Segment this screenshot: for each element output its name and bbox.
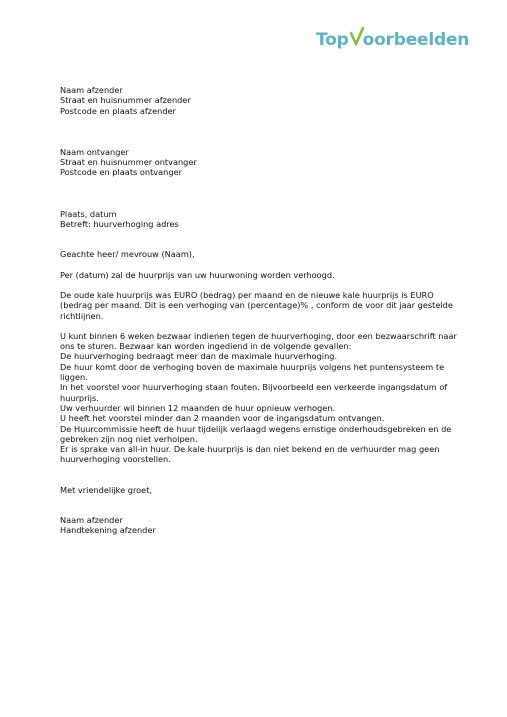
closing: Met vriendelijke groet,	[60, 484, 153, 495]
signature-block	[60, 515, 460, 536]
recipient-postcode: Postcode en plaats ontvanger	[60, 167, 182, 178]
place-date: Plaats, datum	[60, 208, 117, 219]
objection-reason: U heeft het voorstel minder dan 2 maanden voor de ingangsdatum ontvangen.	[60, 413, 385, 424]
logo-text-voorbeelden: oorbeelden	[362, 30, 470, 50]
objection-reason: De huurverhoging bedraagt meer dan de maximale huurverhoging.	[60, 351, 338, 362]
objection-reason: De huur komt door de verhoging boven de maximale huurprijs volgens het puntensysteem te liggen.	[60, 361, 445, 383]
sender-name: Naam afzender	[60, 85, 123, 95]
logo-text-top: Top	[316, 30, 349, 50]
topvoorbeelden-logo	[316, 28, 469, 52]
letter-body	[60, 85, 460, 536]
sender-street: Straat en huisnummer afzender	[60, 95, 191, 106]
objection-reason: In het voorstel voor huurverhoging staan fouten. Bijvoorbeeld een verkeerde ingangsdatum of huurprijs.	[60, 382, 448, 403]
checkmark-icon	[350, 27, 364, 47]
salutation: Geachte heer/ mevrouw (Naam),	[60, 249, 195, 260]
paragraph-2: De oude kale huurprijs was EURO (bedrag) per maand en de nieuwe kale huurprijs is EURO (bedrag per maand. Dit is een verhoging van (percentage)% , conform de voor dit jaar gestelde richtlijnen.	[60, 289, 453, 321]
signature-name: Naam afzender	[60, 515, 123, 526]
paragraph-3	[60, 331, 460, 465]
objection-intro: U kunt binnen 6 weken bezwaar indienen tegen de huurverhoging, door een bezwaarschrift naar ons te sturen. Bezwaar kan worden ingediend in de volgende gevallen:	[60, 330, 457, 352]
signature-line: Handtekening afzender	[60, 525, 156, 536]
recipient-block	[60, 147, 460, 178]
sender-block	[60, 85, 460, 116]
objection-reason: Er is sprake van all-in huur. De kale huurprijs is dan niet bekend en de verhuurder mag geen huurverhoging voorstellen.	[60, 444, 440, 465]
objection-reason: De Huurcommissie heeft de huur tijdelijk verlaagd wegens ernstige onderhoudsgebreken en de gebreken zijn nog niet verholpen.	[60, 423, 452, 444]
sender-postcode: Postcode en plaats afzender	[60, 105, 176, 116]
subject-line: Betreft: huurverhoging adres	[60, 219, 179, 230]
paragraph-1: Per (datum) zal de huurprijs van uw huurwoning worden verhoogd.	[60, 269, 335, 280]
recipient-street: Straat en huisnummer ontvanger	[60, 157, 197, 168]
meta-block	[60, 209, 460, 230]
recipient-name: Naam ontvanger	[60, 146, 129, 157]
objection-reason: Uw verhuurder wil binnen 12 maanden de huur opnieuw verhogen.	[60, 402, 336, 413]
